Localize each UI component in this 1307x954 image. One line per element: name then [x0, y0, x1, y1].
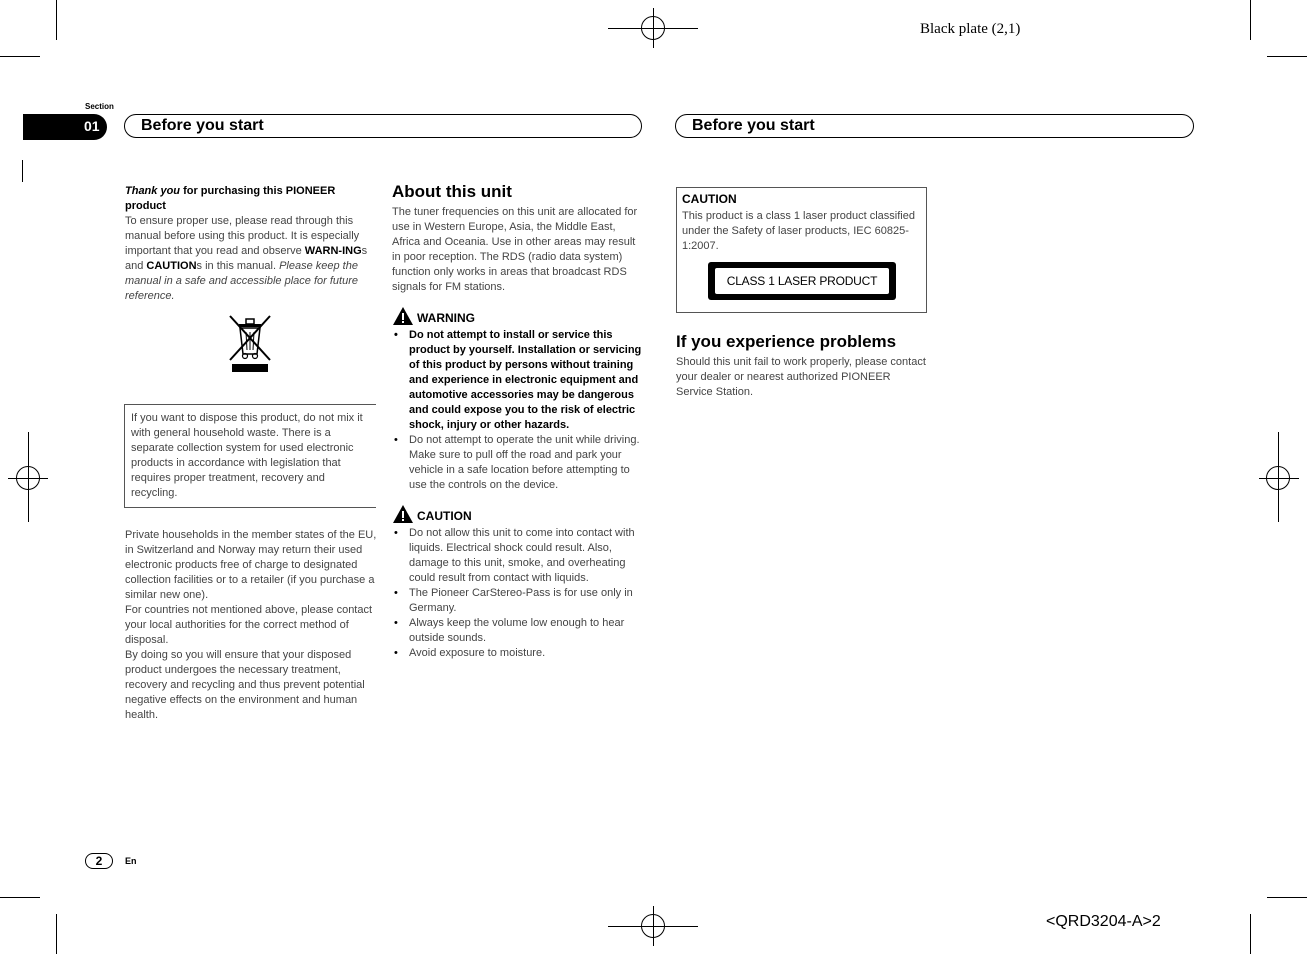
laser-product-label [708, 262, 896, 300]
laser-caution-content [682, 192, 920, 254]
intro-s2: s in this manual. [196, 260, 277, 272]
warning-list [392, 328, 642, 493]
disposal-paragraphs [125, 528, 377, 723]
about-title: About this unit [392, 182, 512, 201]
section-number: 01 [84, 118, 100, 134]
caution-heading [392, 503, 642, 524]
caution-triangle-icon [392, 504, 414, 524]
problems-section [676, 334, 930, 400]
crop-mark [0, 897, 40, 898]
crop-mark [22, 160, 23, 182]
thanks-italic: Thank you [125, 185, 181, 197]
problems-text: Should this unit fail to work properly, please contact your dealer or nearest authorized PIONEER Service Station. [676, 356, 926, 398]
disposal-para-1: Private households in the member states of the EU, in Switzerland and Norway may return their used electronic products free of charge to designated collection facilities or to a retailer (if you purchase a similar new one). [125, 529, 377, 601]
caution-item: • Always keep the volume low enough to hear outside sounds. [392, 616, 642, 646]
laser-caution-text: This product is a class 1 laser product classified under the Safety of laser products, IEC 60825-1:2007. [682, 210, 915, 252]
about-text: The tuner frequencies on this unit are allocated for use in Western Europe, Asia, the Middle East, Africa and Oceania. Use in other areas may result in poor reception. The RDS (radio data system) function only works in areas that broadcast RDS signals for FM stations. [392, 206, 638, 293]
registration-circle [641, 914, 665, 938]
right-page-heading [675, 114, 1194, 138]
intro-caution: CAUTION [146, 260, 197, 272]
intro-paragraph [125, 214, 377, 304]
left-page-heading [124, 114, 642, 138]
caution-label: CAUTION [417, 509, 472, 523]
warning-triangle-icon [392, 306, 414, 326]
language-label: En [125, 856, 137, 866]
caution-item: • The Pioneer CarStereo-Pass is for use only in Germany. [392, 586, 642, 616]
plate-label: Black plate (2,1) [920, 21, 1021, 37]
thanks-rest: for purchasing this PIONEER product [125, 185, 336, 212]
crop-mark [0, 56, 40, 57]
caution-item: • Do not allow this unit to come into contact with liquids. Electrical shock could result. Also, damage to this unit, smoke, and overheating could result from contact with liquids. [392, 526, 642, 586]
crop-mark [1267, 56, 1307, 57]
registration-circle [16, 466, 40, 490]
laser-caution-title: CAUTION [682, 192, 737, 206]
section-label: Section [85, 102, 114, 111]
intro-italic: Please keep the manual in a safe and accessible place for future reference. [125, 260, 358, 302]
warning-label: WARNING [417, 311, 475, 325]
crop-mark [56, 914, 57, 954]
caution-item: • Avoid exposure to moisture. [392, 646, 642, 661]
dispose-box-text: If you want to dispose this product, do not mix it with general household waste. There is a separate collection system for used electronic products in accordance with legislation that requires proper treatment, recovery and recycling. [131, 412, 363, 499]
crop-mark [1250, 914, 1251, 954]
right-heading-text: Before you start [692, 117, 815, 134]
page-number: 2 [85, 853, 113, 869]
intro-s1: s and [125, 245, 368, 272]
registration-circle [641, 16, 665, 40]
crop-mark [1250, 0, 1251, 40]
problems-title: If you experience problems [676, 332, 897, 351]
disposal-para-2: For countries not mentioned above, please contact your local authorities for the correct method of disposal. [125, 604, 373, 646]
registration-circle [1266, 466, 1290, 490]
column-1 [125, 184, 377, 304]
intro-warning: WARN-ING [304, 245, 362, 257]
document-code: <QRD3204-A>2 [1046, 913, 1161, 930]
crop-mark [1267, 897, 1307, 898]
intro-text: To ensure proper use, please read through this manual before using this product. It is especially important that you read and observe [125, 215, 360, 257]
crop-mark [56, 0, 57, 40]
warning-item: • Do not attempt to install or service this product by yourself. Installation or servicing of this product by persons without training and experience in electronic equipment and automotive accessories may be dangerous and could expose you to the risk of electric shock, injury or other hazards. [392, 328, 642, 433]
warning-item: • Do not attempt to operate the unit while driving. Make sure to pull off the road and park your vehicle in a safe location before attempting to use the controls on the device. [392, 433, 642, 493]
crossed-bin-icon [226, 314, 274, 380]
thanks-heading [125, 184, 377, 214]
warning-heading [392, 305, 642, 326]
laser-product-text: CLASS 1 LASER PRODUCT [715, 268, 889, 294]
column-2 [392, 184, 642, 661]
left-heading-text: Before you start [141, 117, 264, 134]
disposal-para-3: By doing so you will ensure that your disposed product undergoes the necessary treatment, recovery and recycling and thus prevent potential negative effects on the environment and human health. [125, 649, 365, 721]
caution-list [392, 526, 642, 661]
